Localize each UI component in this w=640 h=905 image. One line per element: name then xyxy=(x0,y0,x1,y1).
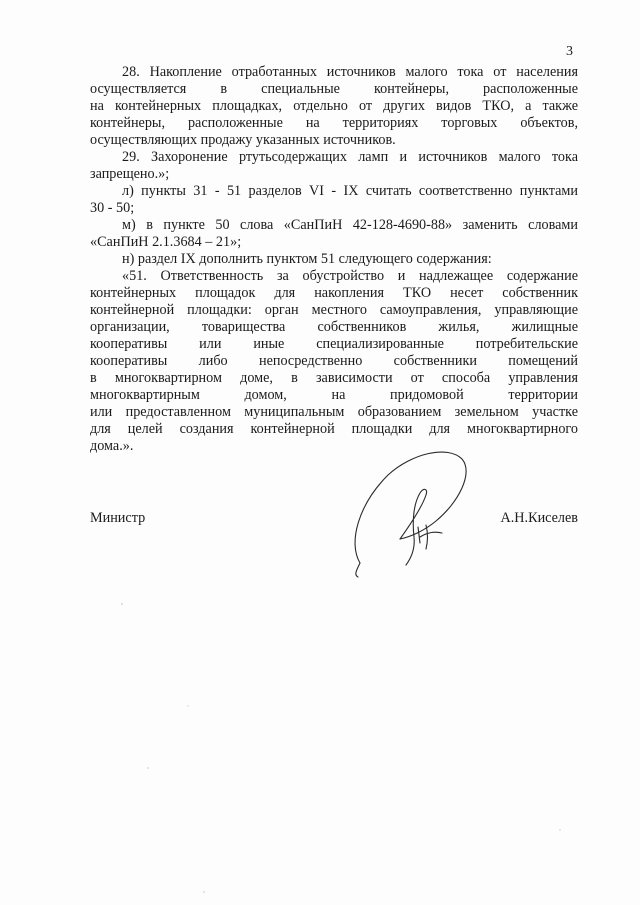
page-number: 3 xyxy=(566,44,573,59)
text-line: или предоставленном муниципальным образованием земельном участке xyxy=(90,404,578,420)
text-line: кооперативы либо непосредственно собственники помещений xyxy=(90,353,578,369)
text-line: м) в пункте 50 слова «СанПиН 42-128-4690-88» заменить словами xyxy=(122,217,578,233)
text-line: организации, товарищества собственников жилья, жилищные xyxy=(90,319,578,335)
text-line: запрещено.»; xyxy=(90,166,170,182)
handwritten-signature-icon xyxy=(340,445,480,580)
signatory-name: А.Н.Киселев xyxy=(500,510,578,526)
text-line: л) пункты 31 - 51 разделов VI - IX считать соответственно пунктами xyxy=(122,183,578,199)
text-line: осуществляется в специальные контейнеры, расположенные xyxy=(90,81,578,97)
text-line: осуществляющих продажу указанных источников. xyxy=(90,132,396,148)
text-line: контейнерной площадки: орган местного самоуправления, управляющие xyxy=(90,302,578,318)
text-line: дома.». xyxy=(90,438,134,454)
text-line: «51. Ответственность за обустройство и надлежащее содержание xyxy=(122,268,578,284)
text-line: кооперативы или иные специализированные потребительские xyxy=(90,336,578,352)
signatory-position: Министр xyxy=(90,510,146,526)
text-line: 29. Захоронение ртутьсодержащих ламп и источников малого тока xyxy=(122,149,578,165)
text-line: «СанПиН 2.1.3684 – 21»; xyxy=(90,234,242,250)
text-line: контейнеры, расположенные на территориях торговых объектов, xyxy=(90,115,578,131)
text-line: на контейнерных площадках, отдельно от других видов ТКО, а также xyxy=(90,98,578,114)
text-line: н) раздел IX дополнить пунктом 51 следующего содержания: xyxy=(122,251,492,267)
text-line: многоквартирным домом, на придомовой территории xyxy=(90,387,578,403)
document-body xyxy=(90,64,578,455)
text-line: контейнерных площадок для накопления ТКО несет собственник xyxy=(90,285,578,301)
text-line: 30 - 50; xyxy=(90,200,135,216)
text-line: в многоквартирном доме, в зависимости от способа управления xyxy=(90,370,578,386)
text-line: 28. Накопление отработанных источников малого тока от населения xyxy=(122,64,578,80)
signature-block xyxy=(90,510,578,530)
text-line: для целей создания контейнерной площадки для многоквартирного xyxy=(90,421,578,437)
